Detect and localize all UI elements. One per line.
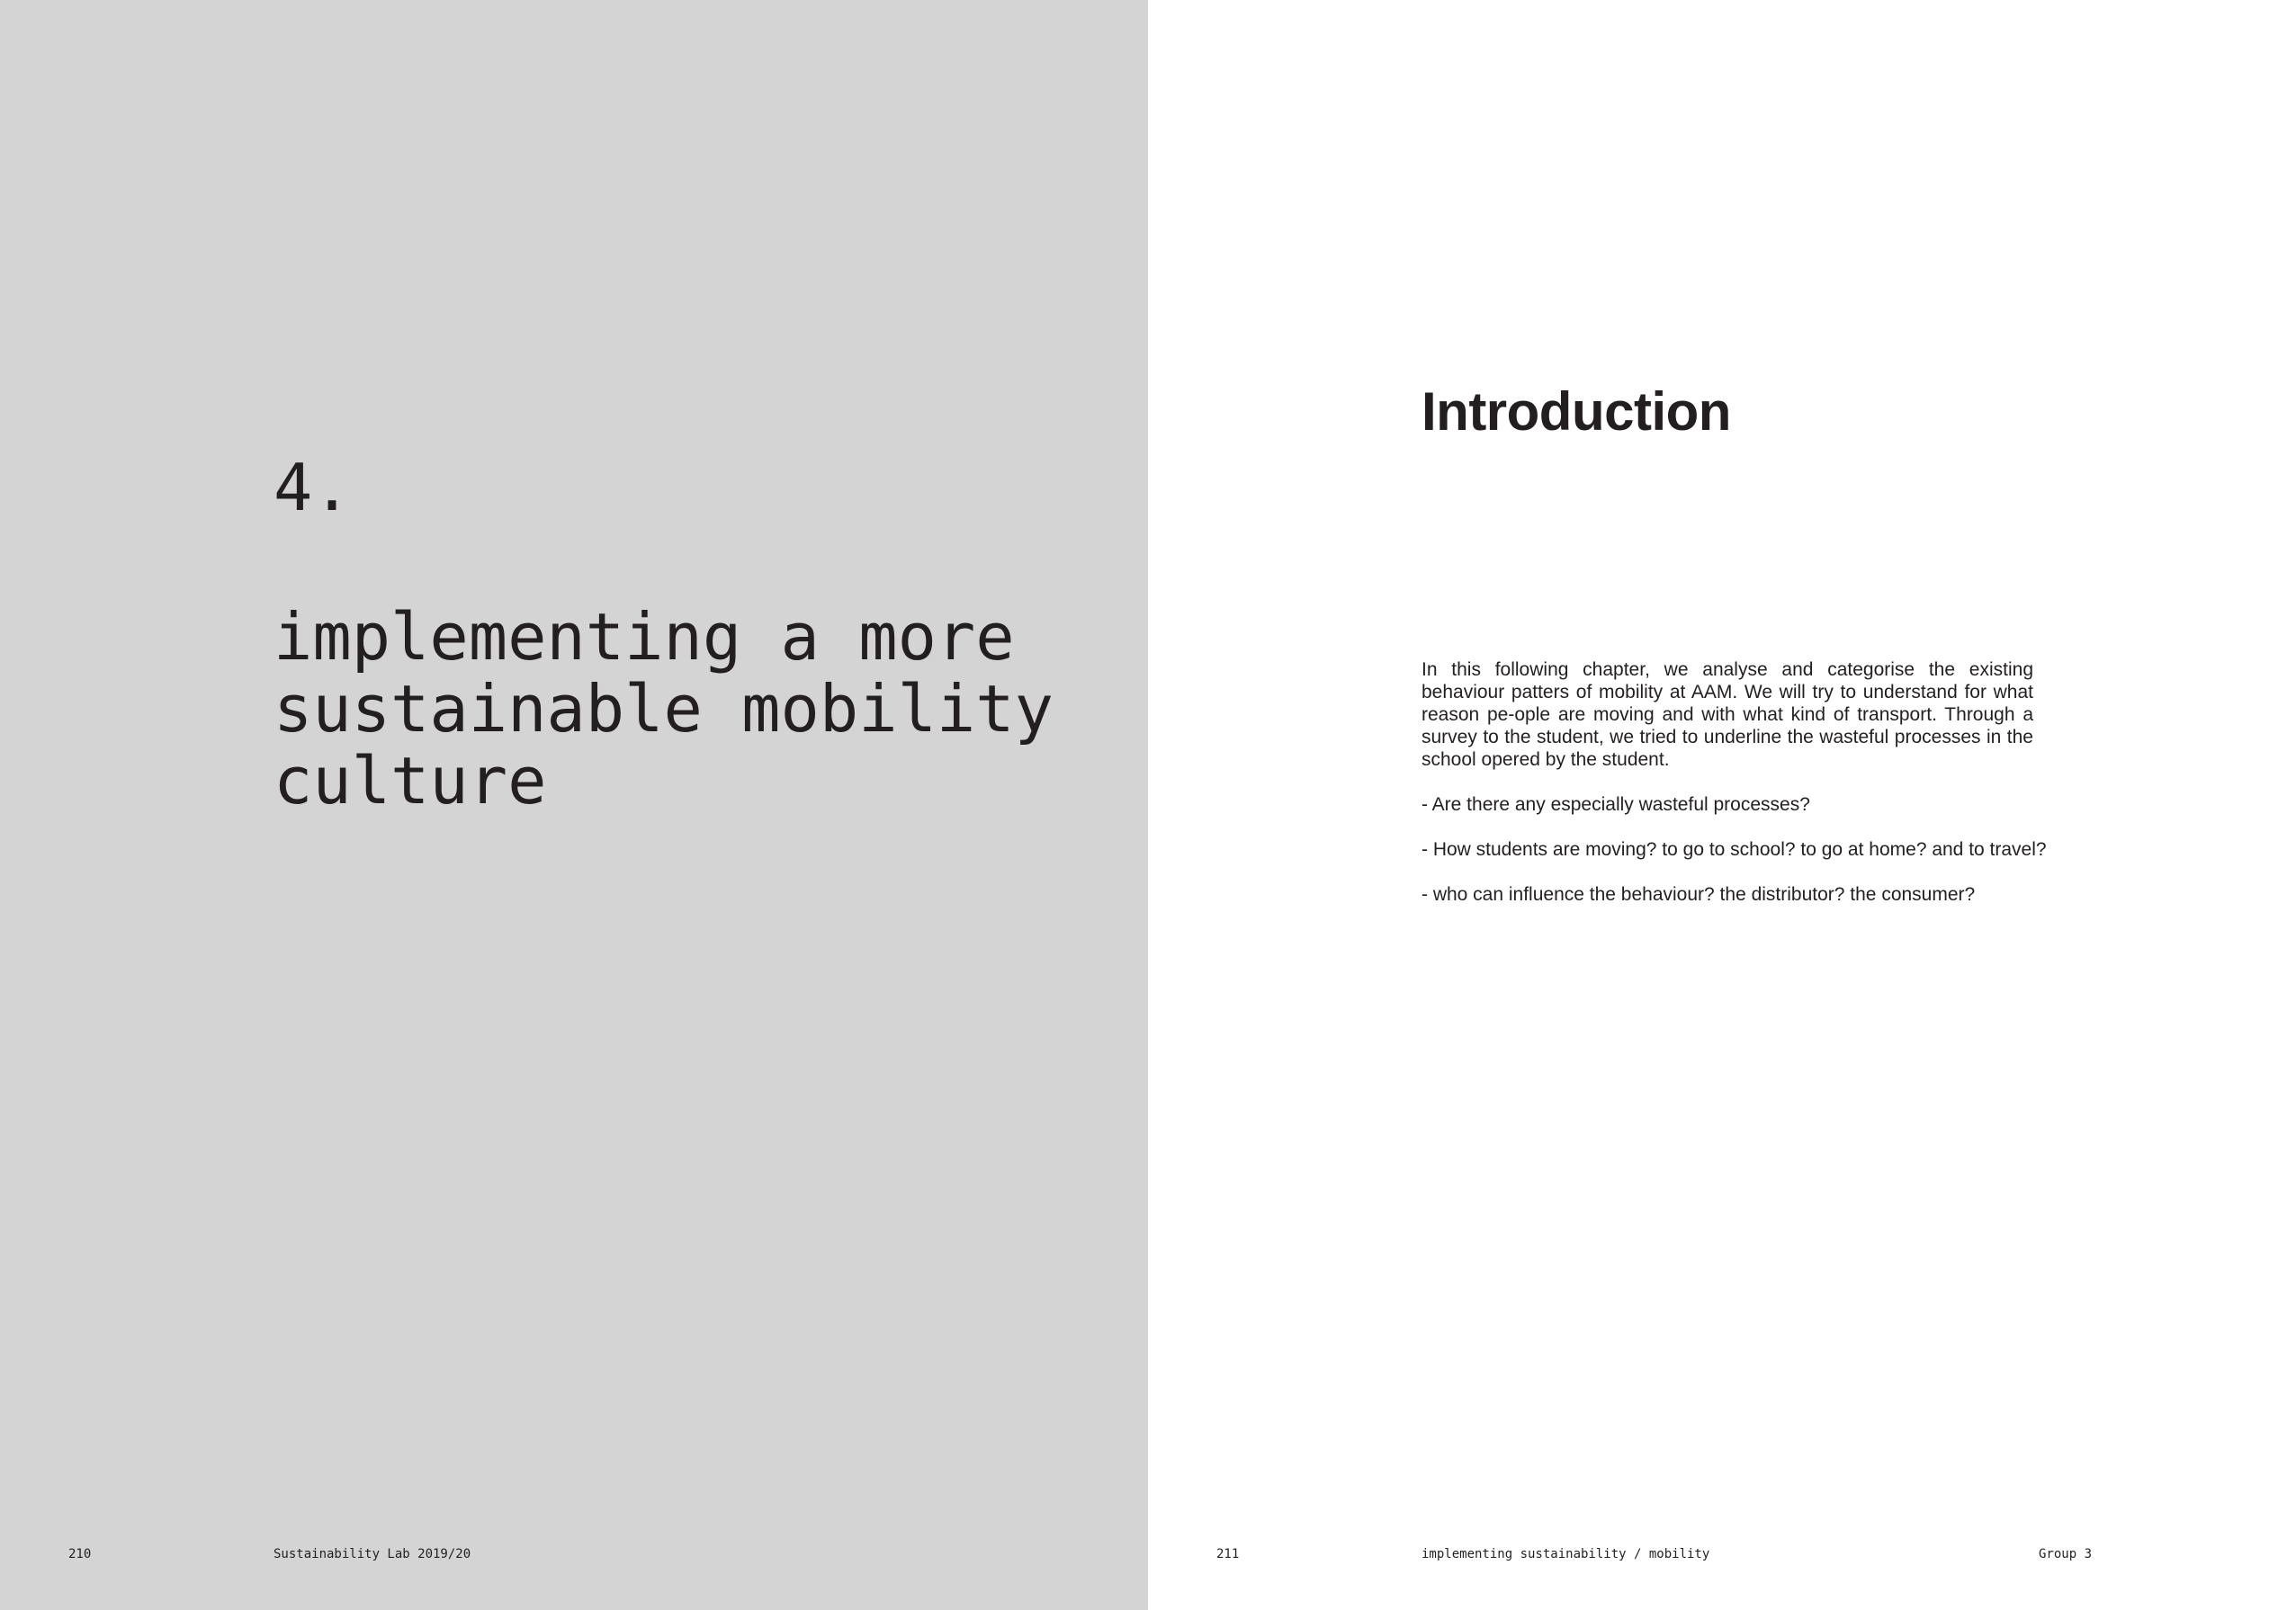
left-running-title: Sustainability Lab 2019/20 <box>274 1547 471 1561</box>
chapter-title-line: culture <box>274 743 547 818</box>
chapter-number: 4. <box>274 450 352 525</box>
intro-paragraph: In this following chapter, we analyse and categorise the existing behaviour patters of mobility at AAM. We will try to understand for what reason pe-ople are moving and with what kind of transport. Through a survey to the student, we tried to underline the wasteful processes in the school opered by the student. <box>1422 659 2033 770</box>
right-running-title: implementing sustainability / mobility <box>1422 1547 1710 1561</box>
question-item: - who can influence the behaviour? the distributor? the consumer? <box>1422 884 1976 905</box>
chapter-title-line: implementing a more <box>274 599 1015 675</box>
right-page <box>1148 0 2296 1610</box>
left-page-number: 210 <box>68 1547 92 1561</box>
right-page-number: 211 <box>1216 1547 1240 1561</box>
intro-body <box>1422 658 2047 928</box>
question-item: - How students are moving? to go to school? to go at home? and to travel? <box>1422 839 2047 860</box>
chapter-title-line: sustainable mobility <box>274 671 1054 747</box>
group-label: Group 3 <box>2039 1547 2093 1561</box>
question-item: - Are there any especially wasteful processes? <box>1422 794 1810 815</box>
chapter-title <box>274 601 1083 817</box>
section-heading: Introduction <box>1422 381 1731 442</box>
